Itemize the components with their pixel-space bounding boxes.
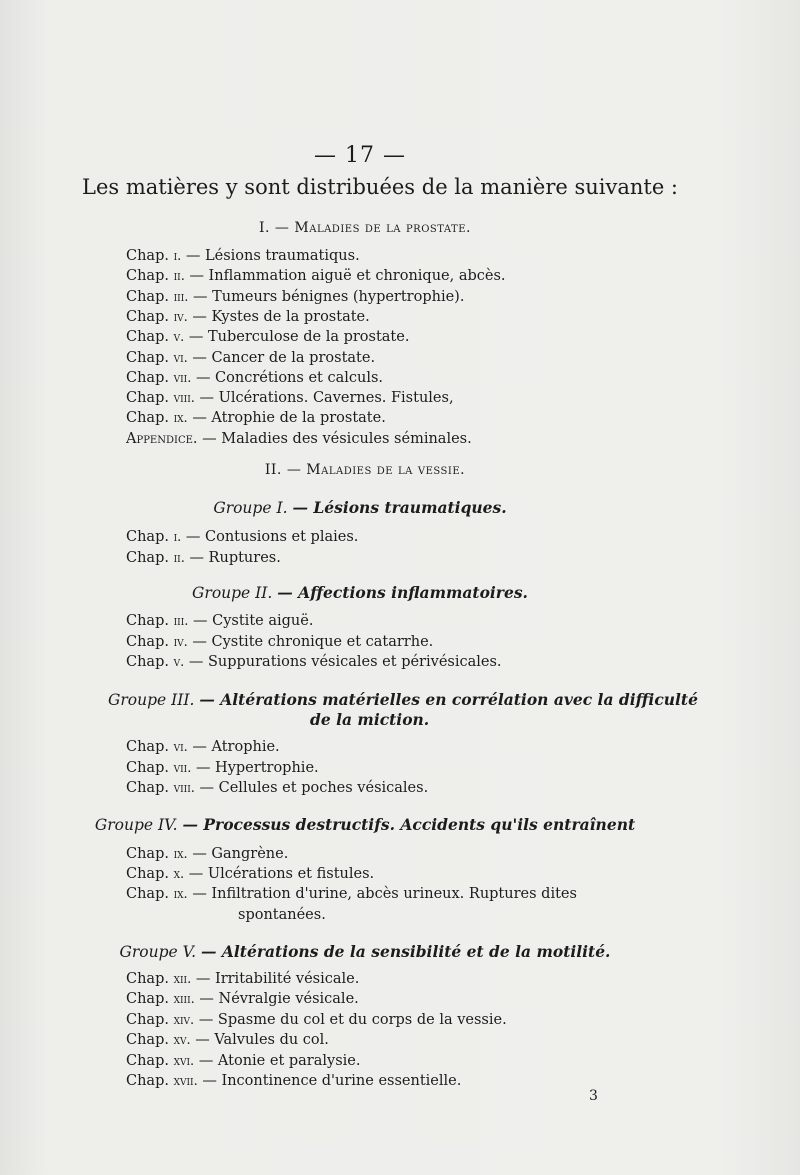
chapter-prefix: Chap.: [126, 971, 169, 987]
chapter-title: — Atrophie.: [192, 739, 280, 755]
chapter-prefix: Chap.: [126, 308, 169, 325]
chapter-prefix: Chap.: [126, 654, 169, 670]
chapter-prefix: Chap.: [126, 866, 169, 882]
group-heading-3-continued: de la miction.: [310, 710, 430, 729]
chapter-prefix: Chap.: [126, 529, 169, 545]
chapter-prefix: Chap.: [126, 759, 169, 776]
chapter-prefix: Chap.: [126, 1073, 169, 1089]
chapter-label: [126, 390, 195, 406]
group-heading-5: [0, 942, 730, 961]
chapter-row: [126, 289, 464, 305]
chapter-label: [126, 431, 198, 447]
chapter-prefix: Chap.: [126, 549, 169, 566]
chapter-number: xiv.: [173, 1012, 195, 1028]
chapter-prefix: Chap.: [126, 613, 169, 629]
chapter-number: xvi.: [173, 1053, 195, 1069]
chapter-row: [126, 1053, 360, 1069]
chapter-prefix: Chap.: [126, 1052, 169, 1069]
chapter-row: [126, 248, 360, 264]
chapter-row: [126, 431, 472, 447]
chapter-number: i.: [173, 530, 182, 545]
group-title: — Affections inflammatoires.: [277, 583, 528, 602]
chapter-label: [126, 780, 195, 796]
group-heading-2: [0, 583, 720, 602]
chapter-row: [126, 613, 313, 629]
chapter-title: — Névralgie vésicale.: [199, 991, 359, 1008]
group-label: Groupe II.: [192, 584, 273, 602]
chapter-number: viii.: [173, 391, 195, 407]
chapter-label: [126, 760, 191, 776]
chapter-label: [126, 1073, 198, 1089]
chapter-row: [126, 739, 280, 755]
section-heading-prostate: I. — Maladies de la prostate.: [259, 220, 471, 236]
chapter-label: [126, 309, 188, 325]
chapter-label: [126, 329, 184, 345]
chapter-number: xv.: [173, 1033, 191, 1049]
intro-line: Les matières y sont distribuées de la manière suivante :: [82, 175, 679, 199]
chapter-title: — Ulcérations. Cavernes. Fistules,: [199, 390, 454, 407]
chapter-title: — Tumeurs bénignes (hypertrophie).: [193, 288, 465, 305]
chapter-row: [126, 846, 288, 862]
chapter-label: [126, 289, 188, 305]
chapter-title: — Lésions traumatiqus.: [185, 248, 360, 264]
chapter-prefix: Appendice.: [126, 430, 198, 447]
section-heading-vessie: II. — Maladies de la vessie.: [264, 462, 466, 478]
chapter-row: [126, 780, 428, 796]
chapter-number: ii.: [173, 550, 185, 566]
chapter-row: [126, 268, 506, 284]
chapter-number: vii.: [173, 760, 192, 776]
chapter-number: xvii.: [173, 1074, 198, 1089]
chapter-number: iv.: [173, 309, 188, 325]
chapter-row: [126, 329, 409, 345]
chapter-prefix: Chap.: [126, 390, 169, 407]
group-label: Groupe V.: [119, 943, 197, 961]
chapter-number: ii.: [173, 269, 185, 285]
group-title: — Altérations matérielles en corrélation avec la difficulté: [199, 690, 698, 709]
chapter-number: iv.: [173, 634, 188, 650]
chapter-label: [126, 370, 191, 386]
chapter-number: ix.: [173, 887, 188, 902]
chapter-title: — Gangrène.: [192, 846, 289, 862]
chapter-prefix: Chap.: [126, 349, 169, 366]
chapter-label: [126, 654, 184, 670]
chapter-title: — Cystite aiguë.: [193, 613, 314, 629]
chapter-number: iii.: [173, 614, 189, 629]
group-heading-3: [108, 690, 698, 709]
chapter-prefix: Chap.: [126, 886, 169, 902]
chapter-prefix: Chap.: [126, 846, 169, 862]
chapter-number: v.: [173, 655, 185, 670]
chapter-label: [126, 634, 188, 650]
group-title: — Lésions traumatiques.: [292, 498, 507, 517]
chapter-label: [126, 991, 195, 1007]
group-heading-4: [0, 815, 730, 834]
chapter-title: — Cancer de la prostate.: [192, 349, 376, 366]
chapter-title: — Concrétions et calculs.: [195, 369, 384, 386]
chapter-label: [126, 886, 188, 902]
chapter-number: ix.: [173, 847, 188, 862]
chapter-row: [126, 634, 433, 650]
chapter-label: [126, 410, 188, 426]
chapter-title: — Ulcérations et fistules.: [188, 866, 375, 882]
chapter-prefix: Chap.: [126, 329, 169, 346]
group-label: Groupe III.: [108, 691, 195, 709]
chapter-row: [126, 1032, 329, 1048]
chapter-number: vii.: [173, 370, 192, 386]
chapter-title: — Kystes de la prostate.: [192, 308, 370, 325]
chapter-label: [126, 1012, 194, 1028]
chapter-title: — Valvules du col.: [195, 1032, 329, 1049]
chapter-label: [126, 1032, 191, 1048]
chapter-row: [126, 886, 577, 902]
chapter-number: ix.: [173, 411, 188, 427]
chapter-label: [126, 846, 188, 862]
chapter-title: — Cystite chronique et catarrhe.: [192, 633, 434, 650]
chapter-label: [126, 529, 181, 545]
chapter-title: — Incontinence d'urine essentielle.: [202, 1073, 462, 1089]
chapter-row: [126, 410, 386, 426]
chapter-row: [126, 866, 374, 882]
chapter-label: [126, 1053, 194, 1069]
page-number: — 17 —: [314, 143, 406, 168]
chapter-title: — Suppurations vésicales et périvésicales.: [188, 654, 502, 670]
chapter-prefix: Chap.: [126, 288, 169, 305]
chapter-title: — Contusions et plaies.: [185, 529, 359, 545]
chapter-number: xiii.: [173, 992, 195, 1008]
chapter-number: v.: [173, 330, 185, 346]
chapter-number: x.: [173, 867, 185, 882]
chapter-prefix: Chap.: [126, 248, 169, 264]
chapter-title: — Atrophie de la prostate.: [192, 410, 386, 427]
chapter-title: — Atonie et paralysie.: [198, 1052, 361, 1069]
group-title: — Altérations de la sensibilité et de la motilité.: [201, 942, 611, 961]
chapter-row: [126, 350, 375, 366]
chapter-title: — Infiltration d'urine, abcès urineux. Ruptures dites: [192, 886, 577, 902]
chapter-label: [126, 248, 181, 264]
chapter-row: [126, 654, 502, 670]
chapter-row: [126, 390, 454, 406]
chapter-number: iii.: [173, 289, 189, 305]
chapter-prefix: Chap.: [126, 369, 169, 386]
chapter-number: xii.: [173, 972, 192, 987]
chapter-title: — Maladies des vésicules séminales.: [202, 430, 472, 447]
group-heading-1: [0, 498, 720, 517]
chapter-label: [126, 739, 188, 755]
chapter-prefix: Chap.: [126, 991, 169, 1008]
chapter-row: [126, 1073, 461, 1089]
chapter-label: [126, 350, 188, 366]
chapter-row: [126, 971, 359, 987]
chapter-title-continued: spontanées.: [238, 907, 326, 923]
chapter-number: vi.: [173, 350, 188, 366]
group-label: Groupe IV.: [94, 816, 178, 834]
chapter-title: — Spasme du col et du corps de la vessie.: [198, 1011, 507, 1028]
chapter-row: [126, 370, 383, 386]
chapter-prefix: Chap.: [126, 633, 169, 650]
folio-number: 3: [589, 1088, 598, 1104]
chapter-title: — Irritabilité vésicale.: [195, 971, 360, 987]
chapter-title: — Inflammation aiguë et chronique, abcès.: [189, 268, 506, 285]
chapter-row: [126, 1012, 507, 1028]
chapter-prefix: Chap.: [126, 739, 169, 755]
chapter-prefix: Chap.: [126, 1032, 169, 1049]
chapter-prefix: Chap.: [126, 1011, 169, 1028]
chapter-label: [126, 866, 184, 882]
chapter-number: viii.: [173, 781, 195, 796]
chapter-row: [126, 529, 358, 545]
chapter-number: i.: [173, 249, 182, 264]
chapter-title: — Tuberculose de la prostate.: [188, 329, 410, 346]
chapter-label: [126, 971, 191, 987]
chapter-row: [126, 550, 281, 566]
chapter-prefix: Chap.: [126, 410, 169, 427]
chapter-row: [126, 991, 359, 1007]
chapter-title: — Cellules et poches vésicales.: [199, 780, 429, 796]
chapter-title: — Hypertrophie.: [195, 759, 319, 776]
chapter-row: [126, 760, 319, 776]
chapter-label: [126, 613, 188, 629]
chapter-row: [126, 309, 370, 325]
chapter-prefix: Chap.: [126, 780, 169, 796]
group-label: Groupe I.: [213, 499, 288, 517]
chapter-label: [126, 268, 185, 284]
group-title: — Processus destructifs. Accidents qu'ils entraînent: [182, 815, 636, 834]
chapter-title: — Ruptures.: [189, 549, 281, 566]
chapter-label: [126, 550, 185, 566]
chapter-number: vi.: [173, 740, 188, 755]
chapter-prefix: Chap.: [126, 268, 169, 285]
